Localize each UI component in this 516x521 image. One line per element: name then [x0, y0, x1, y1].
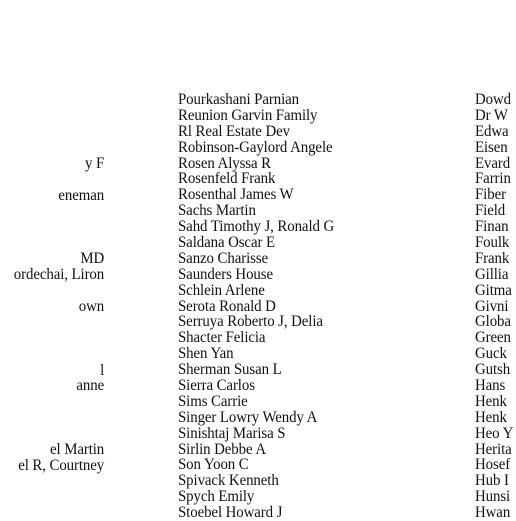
name-entry — [14, 410, 104, 426]
name-entry: Rosenthal James W — [178, 186, 294, 204]
name-entry: y F — [84, 155, 104, 172]
name-entry — [14, 220, 104, 236]
name-entry: Herita — [475, 440, 512, 458]
name-entry: el Martin — [49, 441, 104, 459]
name-entry: Sachs Martin — [178, 202, 256, 220]
name-entry — [14, 283, 104, 299]
name-entry: Fiber — [475, 186, 506, 204]
name-entry: Evard — [475, 154, 511, 172]
name-entry: anne — [76, 377, 104, 395]
name-entry: ordechai, Liron — [13, 266, 104, 284]
name-entry — [14, 426, 104, 442]
name-entry: Gitma — [475, 281, 512, 299]
name-entry: Shacter Felicia — [178, 329, 266, 347]
name-entry: Dowd — [475, 91, 512, 108]
name-entry: Hub I — [475, 472, 509, 490]
name-entry: Finan — [475, 218, 509, 236]
name-entry: Sahd Timothy J, Ronald G — [178, 218, 335, 236]
name-entry: Givni — [475, 297, 509, 315]
name-entry: Pourkashani Parnian — [178, 91, 299, 108]
name-entry: Shen Yan — [178, 345, 234, 363]
name-entry: Hwan — [475, 504, 511, 521]
name-entry — [14, 331, 104, 347]
name-entry: Heo Y — [475, 424, 514, 442]
left-name-column — [7, 156, 104, 474]
name-entry: Saldana Oscar E — [178, 234, 275, 252]
name-entry: own — [78, 298, 104, 316]
name-entry: Hunsi — [475, 488, 511, 506]
name-entry: Schlein Arlene — [178, 281, 265, 299]
name-entry: Serruya Roberto J, Delia — [178, 313, 323, 331]
right-name-column — [475, 92, 516, 521]
name-entry: Rosen Alyssa R — [178, 154, 271, 172]
name-entry: Green — [475, 329, 511, 347]
name-entry: Frank — [475, 249, 510, 267]
name-entry — [14, 394, 104, 410]
name-entry: Robinson-Gaylord Angele — [178, 138, 333, 156]
name-entry: eneman — [58, 186, 104, 204]
name-entry: Saunders House — [178, 265, 273, 283]
name-entry — [14, 235, 104, 251]
name-entry: Henk — [475, 392, 507, 410]
name-entry: Serota Ronald D — [178, 297, 276, 315]
name-entry: Rosenfeld Frank — [178, 170, 276, 188]
name-entry: Sinishtaj Marisa S — [178, 424, 286, 442]
name-entry: Foulk — [475, 234, 510, 252]
name-entry: Farrin — [475, 170, 511, 188]
name-entry: Singer Lowry Wendy A — [178, 408, 318, 426]
name-entry: Gillia — [475, 265, 509, 283]
name-entry: Spivack Kenneth — [178, 472, 279, 490]
name-entry — [14, 315, 104, 331]
name-entry: Field — [475, 202, 506, 220]
name-entry: Son Yoon C — [178, 456, 249, 474]
name-entry: Edwa — [475, 122, 509, 140]
name-entry: Sherman Susan L — [178, 361, 282, 379]
name-entry: el R, Courtney — [18, 456, 105, 474]
name-entry: Stoebel Howard J — [178, 504, 283, 521]
name-entry: Globa — [475, 313, 511, 331]
name-entry: Spych Emily — [178, 488, 255, 506]
name-entry: Dr W — [475, 106, 508, 124]
middle-name-column — [178, 92, 346, 521]
name-entry: Eisen — [475, 138, 508, 156]
name-entry: Sierra Carlos — [178, 377, 255, 395]
name-entry: Rl Real Estate Dev — [178, 122, 290, 140]
name-entry: Henk — [475, 408, 507, 426]
name-entry — [14, 347, 104, 363]
name-entry: Gutsh — [475, 361, 511, 379]
name-entry — [14, 172, 104, 188]
name-entry: Hosef — [475, 456, 511, 474]
name-entry — [14, 204, 104, 220]
name-entry: Sirlin Debbe A — [178, 440, 266, 458]
name-entry: MD — [80, 250, 104, 268]
name-entry: l — [99, 361, 104, 379]
name-entry: Sanzo Charisse — [178, 249, 269, 267]
name-entry: Guck — [475, 345, 507, 363]
name-entry: Reunion Garvin Family — [178, 106, 318, 124]
name-entry: Hans — [475, 377, 506, 395]
name-entry: Sims Carrie — [178, 392, 248, 410]
